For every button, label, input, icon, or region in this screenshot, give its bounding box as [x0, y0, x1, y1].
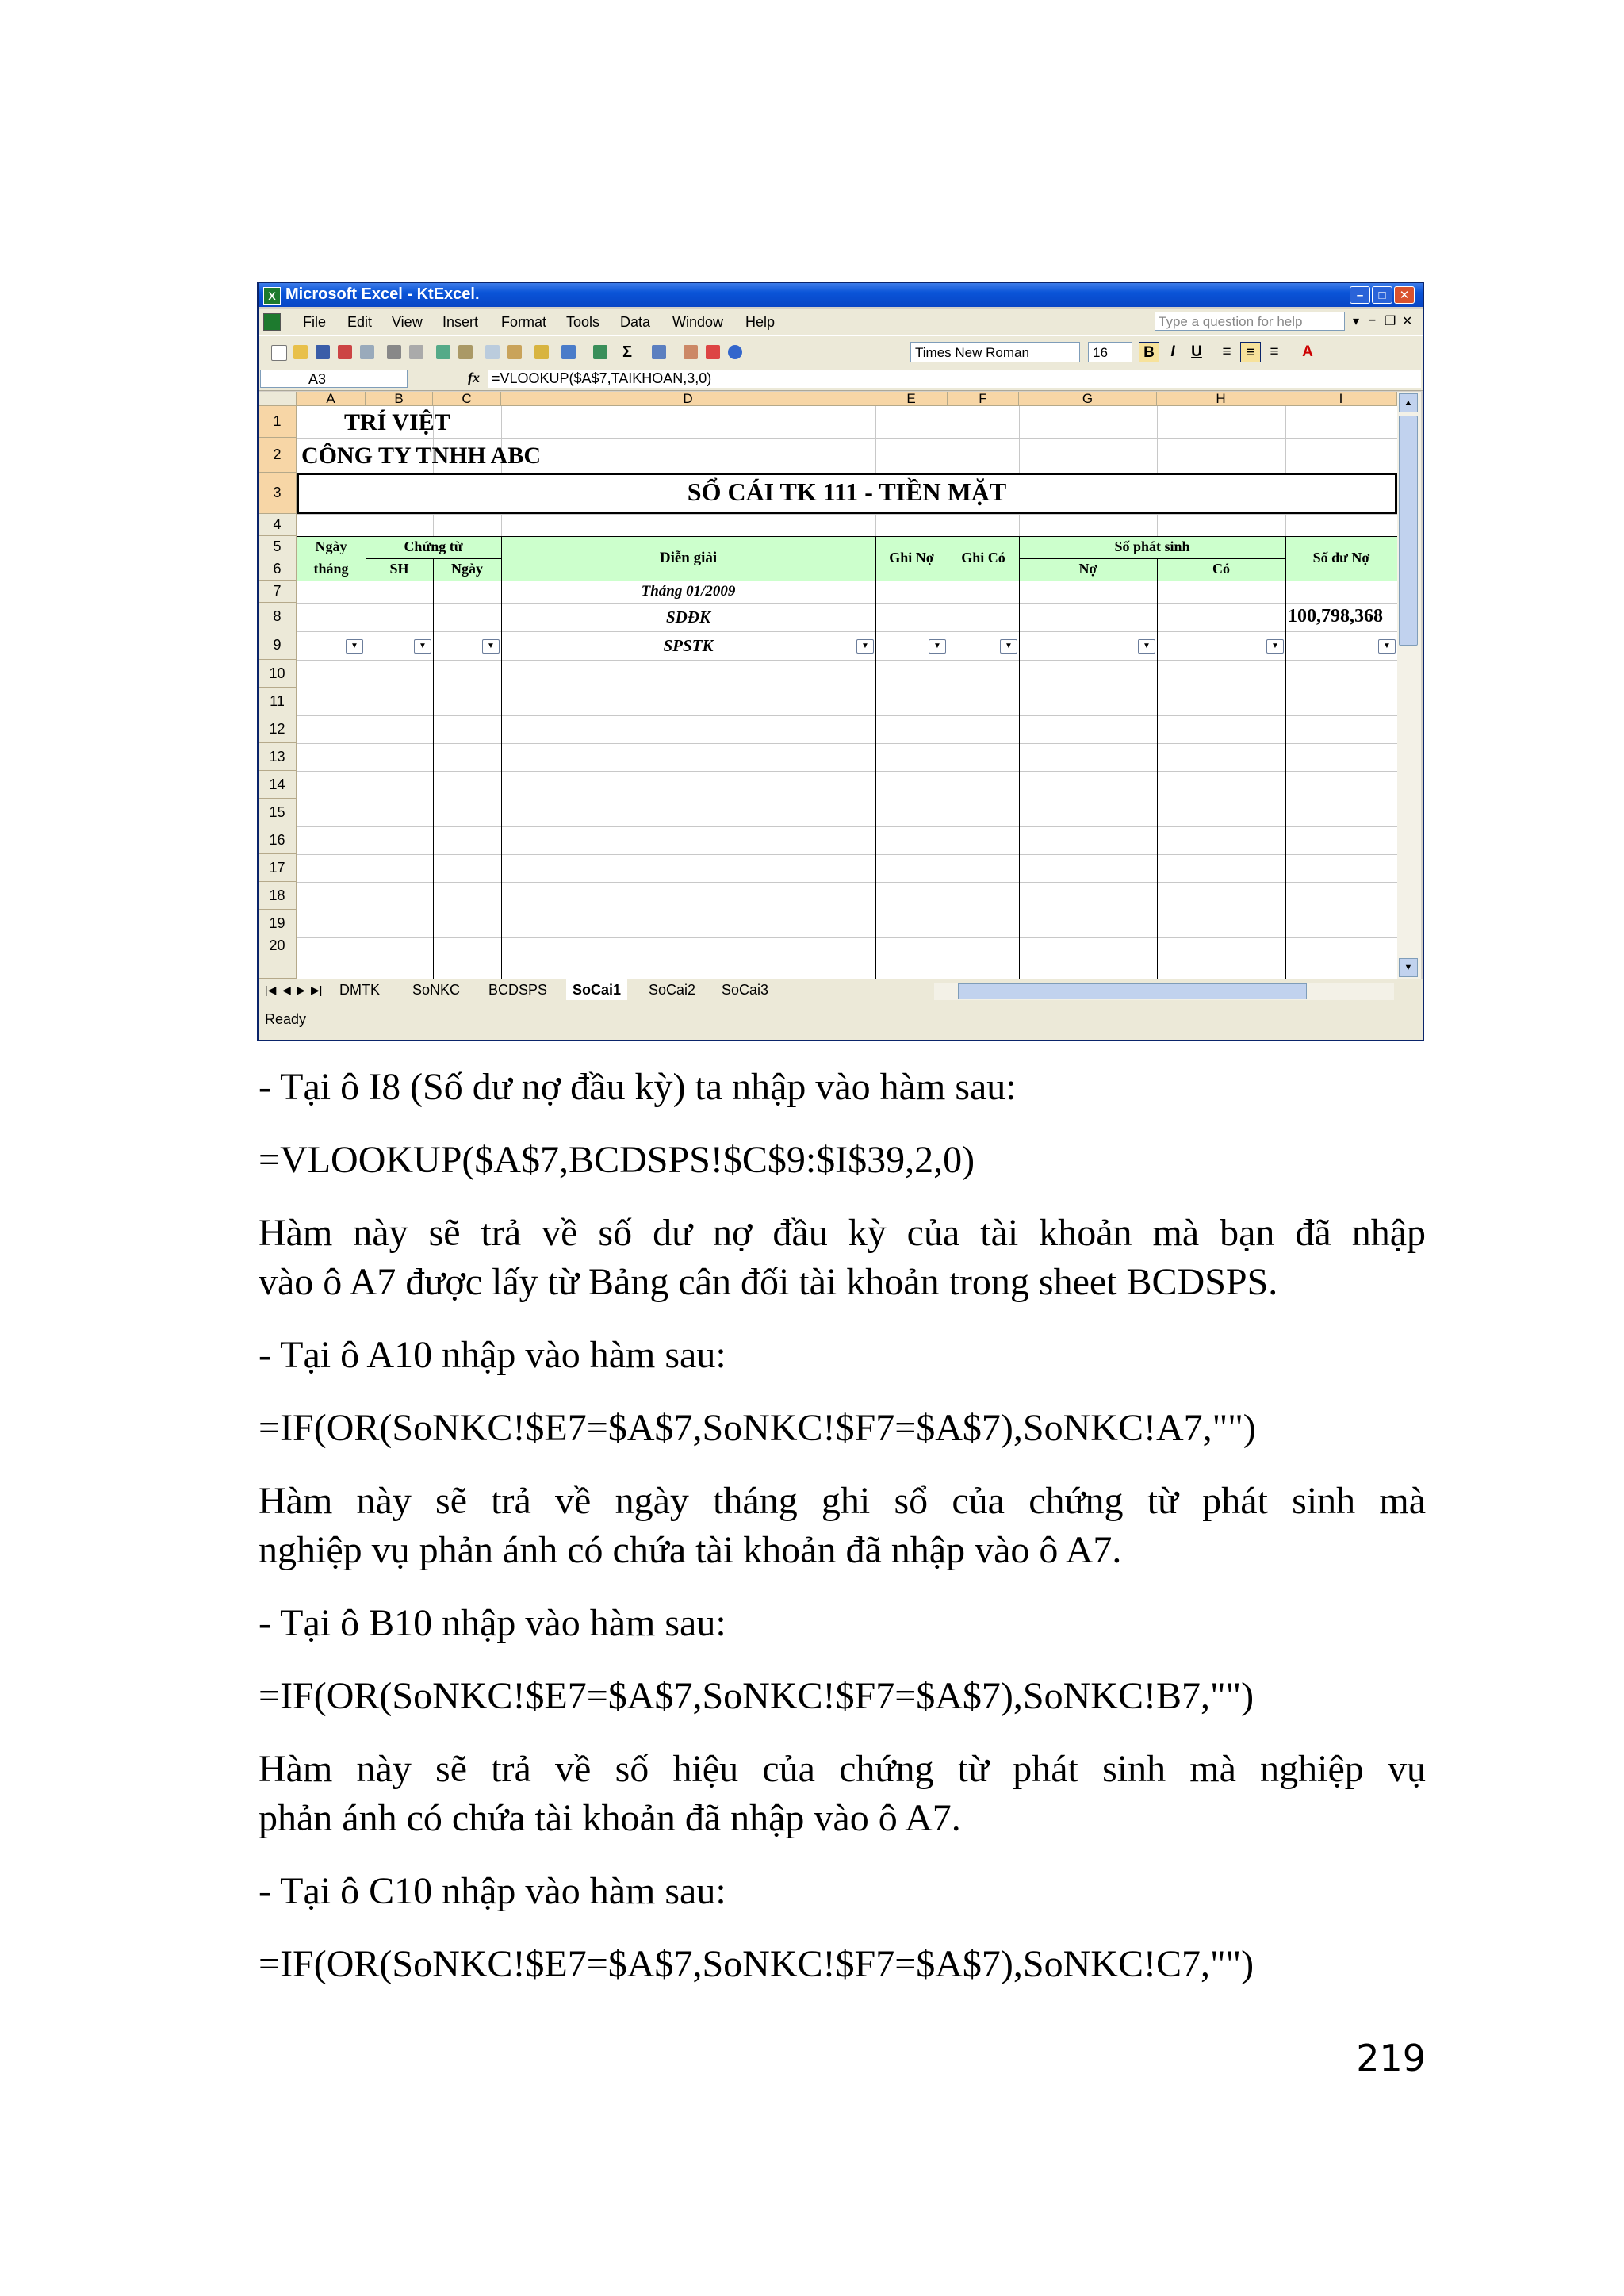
font-name-select[interactable]: Times New Roman [910, 342, 1080, 362]
paragraph: nghiệp vụ phản ánh có chứa tài khoản đã nhập vào ô A7. [259, 1529, 1122, 1571]
border-line [297, 512, 1397, 514]
row-header[interactable]: 18 [259, 882, 297, 910]
gridline [297, 771, 1397, 772]
header-so-phat-sinh: Số phát sinh [1114, 539, 1190, 554]
print-icon[interactable] [385, 343, 403, 361]
align-left-icon[interactable]: ≡ [1222, 343, 1231, 360]
help-icon[interactable] [726, 343, 744, 361]
sheet-tab-dmtk[interactable]: DMTK [339, 982, 380, 998]
doc-close-button[interactable]: ✕ [1402, 315, 1413, 328]
column-header-e[interactable]: E [875, 392, 948, 406]
row-header[interactable]: 12 [259, 715, 297, 743]
sheet-tab-socai2[interactable]: SoCai2 [649, 982, 696, 998]
header-ghi-no: Ghi Nợ [889, 550, 934, 565]
paragraph: Hàm này sẽ trả về số dư nợ đầu kỳ của tài khoản mà bạn đã nhập [259, 1212, 1426, 1254]
column-header-i[interactable]: I [1285, 392, 1397, 406]
filter-dropdown-icon[interactable]: ▼ [1378, 639, 1396, 654]
italic-button[interactable]: I [1170, 343, 1175, 360]
excel-window [257, 282, 1424, 1041]
gridline [297, 514, 1397, 515]
sheet-tab-socai3[interactable]: SoCai3 [722, 982, 769, 998]
column-header-h[interactable]: H [1157, 392, 1285, 406]
formula-input[interactable]: =VLOOKUP($A$7,TAIKHOAN,3,0) [488, 370, 1421, 388]
paragraph: vào ô A7 được lấy từ Bảng cân đối tài khoản trong sheet BCDSPS. [259, 1261, 1278, 1303]
research-icon[interactable] [457, 343, 474, 361]
status-text: Ready [265, 1011, 307, 1027]
header-sh: SH [389, 561, 409, 577]
menu-file[interactable]: File [303, 314, 327, 330]
print-preview-icon[interactable] [408, 343, 425, 361]
menu-data[interactable]: Data [620, 314, 651, 330]
formula-line: =IF(OR(SoNKC!$E7=$A$7,SoNKC!$F7=$A$7),SoNKC!A7,"") [259, 1407, 1256, 1449]
fx-label[interactable]: fx [468, 370, 480, 385]
row-header[interactable]: 20 [259, 937, 297, 979]
hscroll-thumb[interactable] [958, 983, 1307, 999]
bold-button[interactable]: B [1139, 342, 1159, 362]
row-header[interactable]: 11 [259, 688, 297, 715]
paragraph: Hàm này sẽ trả về ngày tháng ghi sổ của chứng từ phát sinh mà [259, 1480, 1426, 1522]
gridline [297, 937, 1397, 938]
worksheet-grid[interactable] [259, 392, 1397, 979]
gridline [297, 715, 1397, 716]
filter-dropdown-icon[interactable]: ▼ [346, 639, 363, 654]
gridline [297, 854, 1397, 855]
row-header[interactable]: 10 [259, 660, 297, 688]
select-all-corner[interactable] [259, 392, 297, 406]
spelling-icon[interactable] [435, 343, 452, 361]
menu-view[interactable]: View [392, 314, 423, 330]
minimize-button[interactable]: – [1350, 286, 1370, 304]
sort-icon[interactable] [650, 343, 668, 361]
gridline [297, 826, 1397, 827]
next-sheet-icon[interactable]: ▶ [297, 983, 305, 996]
column-header-a[interactable]: A [297, 392, 366, 406]
header-chung-tu: Chứng từ [404, 539, 463, 554]
gridline [297, 631, 1397, 632]
scroll-down-icon[interactable]: ▼ [1399, 958, 1418, 977]
menu-bar [259, 309, 1423, 335]
company-name[interactable]: CÔNG TY TNHH ABC [301, 443, 542, 469]
ledger-title: SỔ CÁI TK 111 - TIỀN MẶT [687, 477, 1007, 506]
row-header[interactable]: 14 [259, 771, 297, 799]
month-label[interactable]: Tháng 01/2009 [641, 583, 736, 600]
sheet-tab-bcdsps[interactable]: BCDSPS [488, 982, 548, 998]
align-center-icon[interactable]: ≡ [1240, 342, 1261, 362]
header-so-du-no: Số dư Nợ [1312, 550, 1370, 565]
formula-line: =VLOOKUP($A$7,BCDSPS!$C$9:$I$39,2,0) [259, 1139, 975, 1181]
email-icon[interactable] [358, 343, 376, 361]
gridline [297, 438, 1397, 439]
border-line [433, 558, 434, 979]
row-header[interactable]: 16 [259, 826, 297, 854]
copy-icon[interactable] [484, 343, 501, 361]
scroll-up-icon[interactable]: ▲ [1399, 393, 1418, 412]
row-header[interactable]: 2 [259, 438, 297, 473]
scroll-thumb[interactable] [1399, 416, 1418, 646]
filter-dropdown-icon[interactable]: ▼ [414, 639, 431, 654]
first-sheet-icon[interactable]: |◀ [265, 983, 277, 996]
border-line [1285, 536, 1286, 979]
row-header[interactable]: 1 [259, 406, 297, 438]
header-co: Có [1212, 561, 1230, 577]
formula-line: =IF(OR(SoNKC!$E7=$A$7,SoNKC!$F7=$A$7),SoNKC!B7,"") [259, 1675, 1254, 1717]
border-line [875, 536, 876, 979]
status-bar [259, 1003, 1423, 1040]
undo-icon[interactable] [560, 343, 577, 361]
row-header[interactable]: 5 [259, 536, 297, 558]
horizontal-scrollbar[interactable] [934, 983, 1394, 1000]
border-line [1157, 558, 1158, 979]
filter-dropdown-icon[interactable]: ▼ [856, 639, 874, 654]
filter-dropdown-icon[interactable]: ▼ [1266, 639, 1284, 654]
sheet-tab-sonkc[interactable]: SoNKC [412, 982, 461, 998]
gridline [297, 603, 1397, 604]
align-right-icon[interactable]: ≡ [1270, 343, 1279, 360]
gridline [297, 660, 1397, 661]
header-ghi-co: Ghi Có [961, 550, 1005, 565]
row-header[interactable]: 6 [259, 558, 297, 581]
font-size-select[interactable]: 16 [1088, 342, 1132, 362]
opening-balance-value[interactable]: 100,798,368 [1288, 606, 1383, 627]
column-header-f[interactable]: F [948, 392, 1019, 406]
filter-dropdown-icon[interactable]: ▼ [929, 639, 946, 654]
paragraph: - Tại ô A10 nhập vào hàm sau: [259, 1334, 726, 1376]
underline-button[interactable]: U [1191, 343, 1202, 360]
paragraph: Hàm này sẽ trả về số hiệu của chứng từ phát sinh mà nghiệp vụ [259, 1748, 1426, 1790]
sheet-tab-bar [259, 979, 1423, 1003]
menu-format[interactable]: Format [501, 314, 547, 330]
company-brand[interactable]: TRÍ VIỆT [344, 409, 450, 435]
drawing-icon[interactable] [704, 343, 722, 361]
formula-line: =IF(OR(SoNKC!$E7=$A$7,SoNKC!$F7=$A$7),SoNKC!C7,"") [259, 1943, 1254, 1985]
row-header[interactable]: 3 [259, 473, 297, 514]
row-header[interactable]: 17 [259, 854, 297, 882]
open-icon[interactable] [292, 343, 309, 361]
title-bar [259, 283, 1423, 307]
page-number: 219 [1356, 2037, 1426, 2079]
row-header[interactable]: 19 [259, 910, 297, 937]
gridline [297, 882, 1397, 883]
column-header-d[interactable]: D [501, 392, 875, 406]
name-box[interactable]: A3 [260, 370, 408, 388]
menu-tools[interactable]: Tools [566, 314, 600, 330]
menu-window[interactable]: Window [672, 314, 724, 330]
close-button[interactable]: ✕ [1394, 286, 1415, 304]
paragraph: - Tại ô I8 (Số dư nợ đầu kỳ) ta nhập vào hàm sau: [259, 1066, 1017, 1108]
document-icon[interactable] [263, 313, 281, 331]
border-line [1019, 558, 1285, 559]
border-line [297, 473, 1397, 475]
header-dien-giai: Diễn giải [659, 550, 718, 566]
paste-icon[interactable] [506, 343, 523, 361]
excel-app-icon: X [263, 287, 281, 305]
chart-wizard-icon[interactable] [682, 343, 699, 361]
row-header[interactable]: 8 [259, 603, 297, 631]
filter-dropdown-icon[interactable]: ▼ [1000, 639, 1017, 654]
paragraph: - Tại ô B10 nhập vào hàm sau: [259, 1602, 726, 1644]
doc-restore-button[interactable]: ❐ [1385, 315, 1396, 328]
opening-balance-label[interactable]: SDĐK [665, 608, 711, 627]
formula-bar [259, 368, 1423, 391]
window-title: Microsoft Excel - KtExcel. [285, 286, 480, 303]
header-ngay: Ngày [315, 539, 347, 554]
vertical-scrollbar[interactable] [1397, 392, 1421, 979]
header-no: Nợ [1078, 561, 1097, 577]
column-header-g[interactable]: G [1019, 392, 1157, 406]
autosum-icon[interactable]: Σ [622, 343, 632, 361]
column-header-c[interactable]: C [433, 392, 501, 406]
menu-edit[interactable]: Edit [347, 314, 373, 330]
header-thang: tháng [313, 561, 349, 577]
column-header-b[interactable]: B [366, 392, 433, 406]
gridline [297, 743, 1397, 744]
border-line [1019, 536, 1020, 979]
last-sheet-icon[interactable]: ▶| [311, 983, 323, 996]
period-total-label[interactable]: SPSTK [663, 636, 714, 655]
row-header[interactable]: 7 [259, 581, 297, 603]
filter-dropdown-icon[interactable]: ▼ [482, 639, 500, 654]
doc-minimize-button[interactable]: – [1369, 313, 1376, 327]
row-header[interactable]: 15 [259, 799, 297, 826]
row-header[interactable]: 13 [259, 743, 297, 771]
help-search-input[interactable]: Type a question for help [1155, 312, 1345, 331]
font-color-icon[interactable]: A [1302, 343, 1313, 360]
maximize-button[interactable]: □ [1372, 286, 1392, 304]
chevron-down-icon[interactable]: ▾ [1353, 315, 1360, 328]
hyperlink-icon[interactable] [592, 343, 609, 361]
permission-icon[interactable] [336, 343, 354, 361]
row-header[interactable]: 9 [259, 631, 297, 660]
save-icon[interactable] [314, 343, 331, 361]
toolbar [259, 335, 1423, 369]
menu-help[interactable]: Help [745, 314, 776, 330]
row-header[interactable]: 4 [259, 514, 297, 536]
prev-sheet-icon[interactable]: ◀ [282, 983, 291, 996]
paragraph: phản ánh có chứa tài khoản đã nhập vào ô A7. [259, 1797, 961, 1839]
new-icon[interactable] [270, 343, 287, 361]
paragraph: - Tại ô C10 nhập vào hàm sau: [259, 1870, 726, 1912]
header-ngay-chung-tu: Ngày [451, 561, 483, 577]
border-line [501, 536, 502, 979]
border-line [297, 536, 1397, 537]
format-painter-icon[interactable] [533, 343, 550, 361]
menu-insert[interactable]: Insert [442, 314, 479, 330]
filter-dropdown-icon[interactable]: ▼ [1138, 639, 1155, 654]
sheet-tab-socai1[interactable]: SoCai1 [566, 979, 627, 1000]
